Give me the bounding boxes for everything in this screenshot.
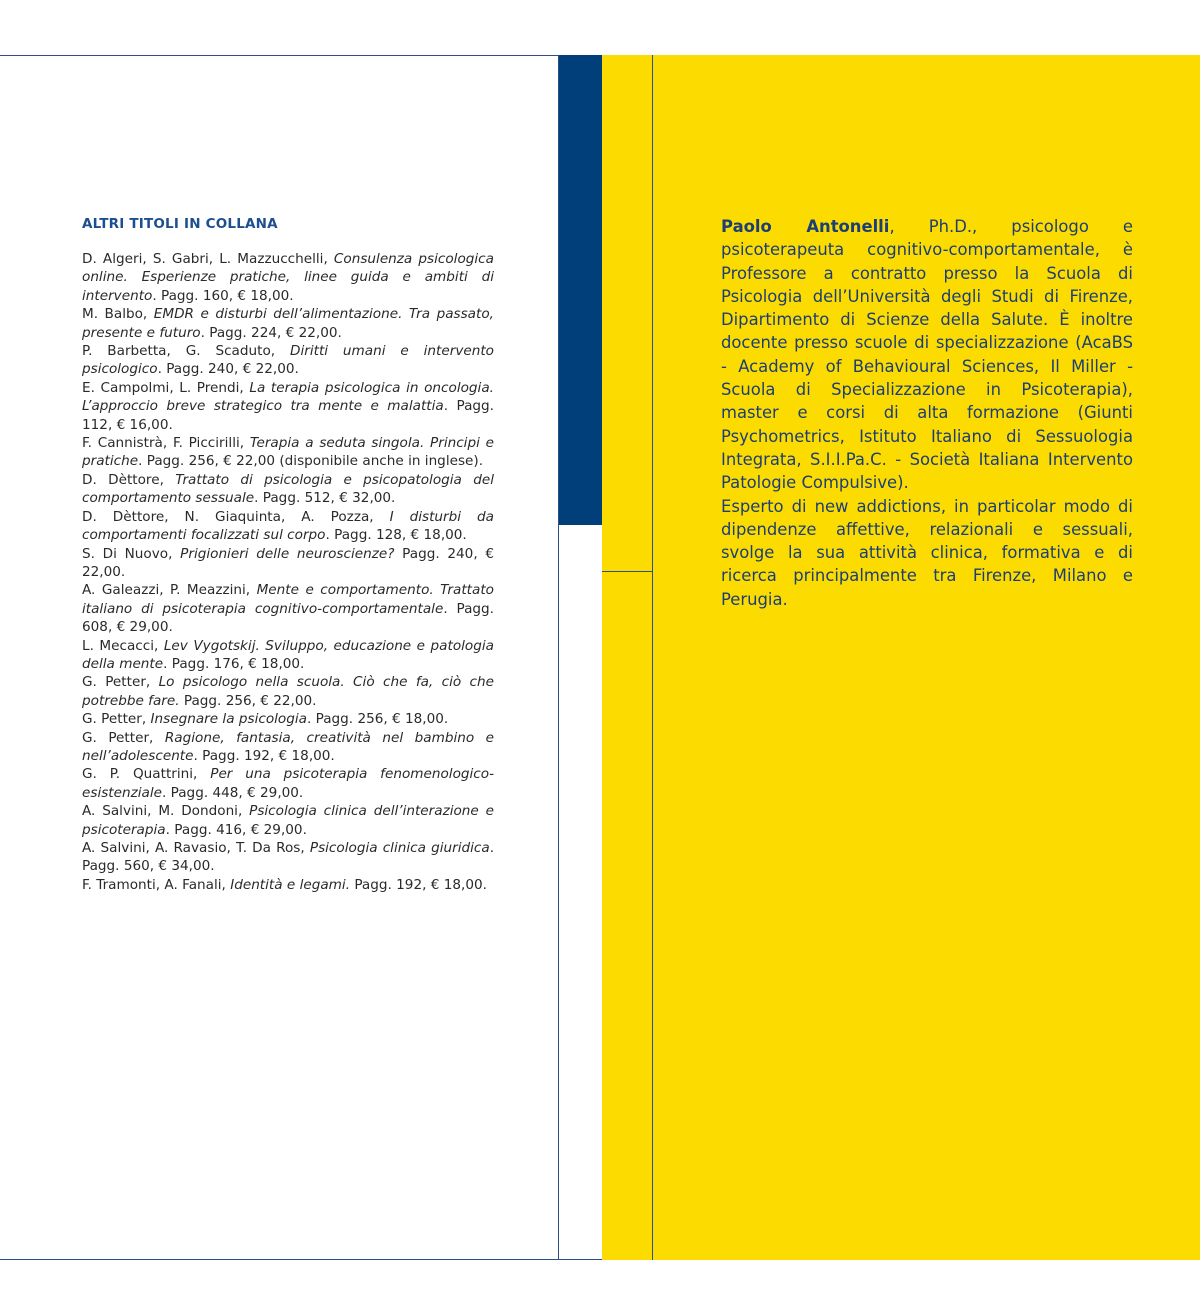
book-details: . Pagg. 256, € 18,00.	[306, 711, 449, 728]
book-details: . Pagg. 448, € 29,00.	[162, 784, 304, 801]
book-entry	[82, 471, 494, 508]
book-details: Pagg. 192, € 18,00.	[350, 876, 487, 893]
book-details: . Pagg. 256, € 22,00 (disponibile anche in inglese).	[138, 453, 484, 470]
book-authors: E. Campolmi, L. Prendi,	[82, 379, 244, 396]
spine-rule-right	[652, 55, 653, 1260]
book-authors: A. Salvini, A. Ravasio, T. Da Ros,	[82, 840, 305, 856]
book-entry	[82, 710, 494, 728]
book-list	[82, 250, 494, 894]
book-entry	[82, 673, 494, 710]
flap-rule	[602, 571, 652, 572]
book-details: . Pagg. 560, € 34,00.	[82, 840, 495, 875]
other-titles-section	[82, 216, 494, 894]
book-title: Psicologia clinica dell’interazione e psicoterapia	[82, 803, 494, 838]
book-details: . Pagg. 160, € 18,00.	[152, 287, 294, 304]
book-entry	[82, 581, 494, 636]
book-authors: F. Cannistrà, F. Piccirilli,	[82, 435, 245, 452]
book-title: I disturbi da comportamenti focalizzati sul corpo	[82, 508, 494, 544]
book-authors: A. Salvini, M. Dondoni,	[82, 803, 243, 820]
book-title: La terapia psicologica in oncologia. L’approccio breve strategico tra mente e malattia	[82, 379, 494, 415]
book-authors: S. Di Nuovo,	[82, 545, 173, 562]
book-entry	[82, 876, 494, 894]
author-name: Paolo Antonelli	[721, 217, 890, 236]
book-title: EMDR e disturbi dell’alimentazione. Tra passato, presente e futuro	[82, 306, 494, 341]
book-details: . Pagg. 176, € 18,00.	[163, 655, 305, 672]
book-entry	[82, 342, 494, 379]
author-bio	[721, 215, 1133, 611]
book-title: Diritti umani e intervento psicologico	[82, 343, 494, 378]
book-entry	[82, 637, 494, 674]
book-authors: D. Dèttore,	[82, 471, 164, 488]
book-authors: F. Tramonti, A. Fanali,	[82, 876, 226, 893]
book-details: . Pagg. 128, € 18,00.	[325, 527, 467, 544]
book-entry	[82, 250, 494, 305]
book-title: Lo psicologo nella scuola. Ciò che fa, ciò che potrebbe fare.	[82, 674, 494, 709]
book-title: Prigionieri delle neuroscienze?	[180, 545, 395, 562]
book-details: . Pagg. 112, € 16,00.	[82, 398, 494, 433]
bio-paragraph-2: Esperto di new addictions, in particolar modo di dipendenze affettive, relazionali e sessuali, svolge la sua attività clinica, formativa e di ricerca principalmente tra Firenze, Milano e Perugia.	[721, 496, 1133, 609]
spine-rule-left	[558, 55, 559, 1260]
book-entry	[82, 545, 494, 582]
book-title: Consulenza psicologica online. Esperienze pratiche, linee guida e ambiti di intervento	[82, 251, 494, 304]
book-authors: D. Dèttore, N. Giaquinta, A. Pozza,	[82, 508, 374, 525]
book-title: Mente e comportamento. Trattato italiano di psicoterapia cognitivo-comportamentale	[82, 582, 494, 617]
book-details: Pagg. 240, € 22,00.	[82, 545, 495, 580]
book-entry	[82, 434, 494, 471]
book-authors: G. Petter,	[82, 729, 154, 746]
book-entry	[82, 305, 494, 342]
book-authors: G. P. Quattrini,	[82, 766, 198, 783]
book-entry	[82, 839, 494, 876]
bio-text-1: , Ph.D., psicologo e psicoterapeuta cognitivo-comportamentale, è Professore a contratto presso la Scuola di Psicologia dell’Università degli Studi di Firenze, Dipartimento di Scienze della Salute. È inoltre docente presso scuole di specializzazione (AcaBS - Academy of Behavioural Sciences, Il Miller - Scuola di Specializzazione in Psicoterapia), master e corsi di alta formazione (Giunti Psychometrics, Istituto Italiano di Sessuologia Integrata, S.I.I.Pa.C. - Società Italiana Intervento Patologie Compulsive).	[721, 217, 1134, 493]
section-heading: ALTRI TITOLI IN COLLANA	[82, 216, 278, 232]
book-title: Terapia a seduta singola. Principi e pratiche	[82, 435, 494, 470]
book-title: Insegnare la psicologia	[150, 711, 307, 728]
book-details: . Pagg. 608, € 29,00.	[82, 600, 494, 636]
book-authors: G. Petter,	[82, 711, 147, 728]
book-details: . Pagg. 224, € 22,00.	[200, 324, 342, 341]
book-authors: A. Galeazzi, P. Meazzini,	[82, 582, 251, 599]
book-authors: M. Balbo,	[82, 306, 148, 323]
book-title: Per una psicoterapia fenomenologico-esistenziale	[82, 766, 494, 801]
book-title: Identità e legami.	[230, 876, 351, 893]
book-entry	[82, 765, 494, 802]
bio-paragraph-1	[721, 215, 1133, 495]
book-authors: D. Algeri, S. Gabri, L. Mazzucchelli,	[82, 251, 328, 267]
book-authors: G. Petter,	[82, 674, 151, 691]
book-title: Psicologia clinica giuridica	[309, 840, 490, 856]
book-title: Trattato di psicologia e psicopatologia del comportamento sessuale	[82, 471, 494, 507]
book-details: . Pagg. 192, € 18,00.	[193, 747, 335, 764]
book-entry	[82, 729, 494, 766]
book-authors: P. Barbetta, G. Scaduto,	[82, 343, 276, 360]
book-details: . Pagg. 512, € 32,00.	[254, 490, 396, 507]
book-details: . Pagg. 240, € 22,00.	[157, 361, 299, 378]
book-details: Pagg. 256, € 22,00.	[179, 692, 317, 709]
book-entry	[82, 508, 494, 545]
book-title: Lev Vygotskij. Sviluppo, educazione e patologia della mente	[82, 637, 494, 672]
book-authors: L. Mecacci,	[82, 637, 159, 654]
blue-band	[559, 55, 602, 525]
book-entry	[82, 802, 494, 839]
book-details: . Pagg. 416, € 29,00.	[165, 821, 307, 838]
book-title: Ragione, fantasia, creatività nel bambino e nell’adolescente	[82, 729, 495, 764]
book-entry	[82, 379, 494, 434]
